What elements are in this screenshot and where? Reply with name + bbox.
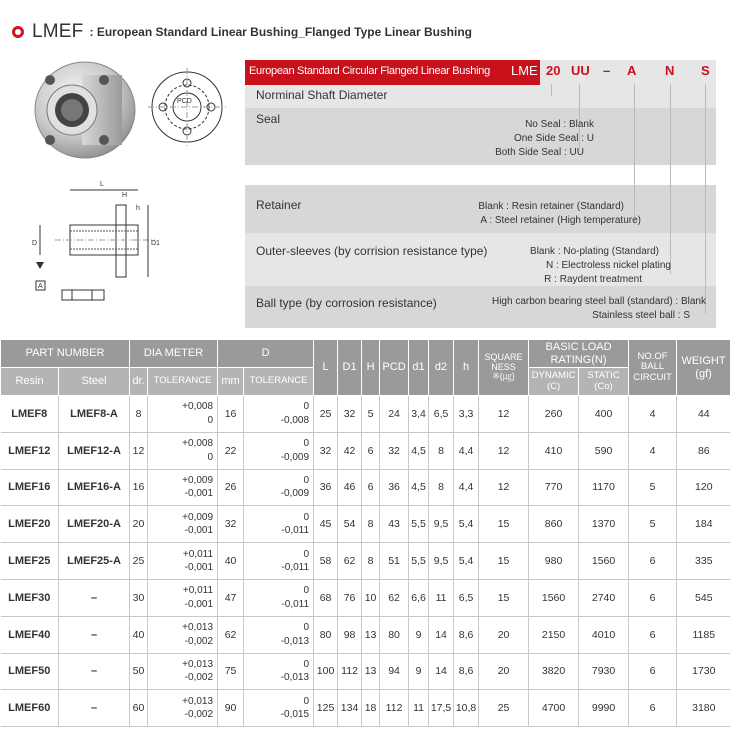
- cell-d1: 9: [409, 616, 429, 653]
- th-weight: WEIGHT (gf): [677, 340, 730, 396]
- cell-steel: –: [59, 616, 130, 653]
- retainer-option-0: Blank : Resin retainer (Standard): [478, 201, 624, 212]
- th-mm: mm: [218, 368, 244, 396]
- cell-tolerance: [244, 432, 314, 469]
- th-L: L: [314, 340, 338, 396]
- cell-PCD: 112: [380, 690, 409, 727]
- tolerance-upper: 0: [303, 474, 310, 486]
- cell-D1: 42: [338, 432, 362, 469]
- outer-option-1: N : Electroless nickel plating: [545, 260, 671, 271]
- table-row: [1, 653, 730, 690]
- cell-d2: 6,5: [429, 396, 454, 433]
- cell-tolerance: [148, 396, 218, 433]
- tolerance-upper: 0: [303, 695, 310, 707]
- cell-steel: –: [59, 653, 130, 690]
- cell-resin: LMEF40: [1, 616, 59, 653]
- cell-resin: LMEF30: [1, 579, 59, 616]
- cell-dr: 20: [130, 506, 148, 543]
- cell-H: 8: [362, 506, 380, 543]
- cell-dr: 12: [130, 432, 148, 469]
- cell-PCD: 51: [380, 543, 409, 580]
- cell-sq: 20: [479, 616, 529, 653]
- cell-wt: 44: [677, 396, 730, 433]
- cell-d2: 9,5: [429, 543, 454, 580]
- seal-option-2: Both Side Seal : UU: [495, 147, 584, 158]
- tolerance-upper: +0,013: [182, 658, 214, 670]
- cell-sq: 20: [479, 653, 529, 690]
- band-spacer: [245, 165, 716, 185]
- cell-d2: 11: [429, 579, 454, 616]
- cell-dyn: 4700: [529, 690, 579, 727]
- code-lme: LME: [511, 63, 538, 78]
- cell-D: 40: [218, 543, 244, 580]
- cell-wt: 335: [677, 543, 730, 580]
- bushing-illustration-icon: [20, 55, 240, 305]
- cell-h: 5,4: [454, 543, 479, 580]
- cell-dr: 25: [130, 543, 148, 580]
- cell-PCD: 80: [380, 616, 409, 653]
- cell-dr: 8: [130, 396, 148, 433]
- spec-table: [0, 339, 730, 727]
- cell-d2: 14: [429, 616, 454, 653]
- cell-d1: 6,6: [409, 579, 429, 616]
- code-dash: –: [603, 63, 611, 78]
- ordering-code-chart: [245, 60, 716, 328]
- cell-dyn: 980: [529, 543, 579, 580]
- cell-circ: 4: [629, 432, 677, 469]
- th-PCD: PCD: [380, 340, 409, 396]
- cell-steel: LMEF25-A: [59, 543, 130, 580]
- cell-tolerance: [148, 616, 218, 653]
- product-subtitle: : European Standard Linear Bushing_Flanged Type Linear Bushing: [89, 25, 472, 39]
- retainer-label: Retainer: [256, 198, 302, 212]
- tolerance-lower: -0,001: [184, 598, 214, 610]
- cell-L: 80: [314, 616, 338, 653]
- dim-d-label: D: [32, 240, 38, 247]
- th-dr: dr.: [130, 368, 148, 396]
- cell-D: 22: [218, 432, 244, 469]
- cell-wt: 86: [677, 432, 730, 469]
- cell-H: 10: [362, 579, 380, 616]
- cell-D: 90: [218, 690, 244, 727]
- cell-resin: LMEF16: [1, 469, 59, 506]
- table-row: [1, 432, 730, 469]
- cell-PCD: 94: [380, 653, 409, 690]
- seal-label: Seal: [256, 112, 281, 126]
- cell-resin: LMEF25: [1, 543, 59, 580]
- cell-D1: 134: [338, 690, 362, 727]
- cell-tolerance: [148, 506, 218, 543]
- tolerance-lower: -0,001: [184, 488, 214, 500]
- cell-L: 32: [314, 432, 338, 469]
- cell-dr: 16: [130, 469, 148, 506]
- th-squareness: SQUARE NESS ※(㎍): [479, 340, 529, 396]
- pcd-label: PCD: [177, 98, 192, 105]
- cell-L: 68: [314, 579, 338, 616]
- cell-d2: 17,5: [429, 690, 454, 727]
- cell-tolerance: [244, 543, 314, 580]
- cell-dyn: 260: [529, 396, 579, 433]
- cell-D: 62: [218, 616, 244, 653]
- cell-h: 5,4: [454, 506, 479, 543]
- th-static: STATIC (Co): [579, 368, 629, 396]
- cell-D1: 54: [338, 506, 362, 543]
- th-dynamic: DYNAMIC (C): [529, 368, 579, 396]
- datum-a-label: A: [38, 283, 43, 290]
- dim-small-h-label: h: [136, 205, 140, 212]
- cell-d1: 11: [409, 690, 429, 727]
- cell-wt: 1730: [677, 653, 730, 690]
- tolerance-lower: 0: [207, 451, 214, 463]
- tolerance-upper: 0: [303, 548, 310, 560]
- cell-D1: 76: [338, 579, 362, 616]
- cell-h: 10,8: [454, 690, 479, 727]
- band-seal: [245, 108, 716, 165]
- cell-sta: 1370: [579, 506, 629, 543]
- cell-steel: LMEF16-A: [59, 469, 130, 506]
- cell-H: 13: [362, 616, 380, 653]
- cell-PCD: 32: [380, 432, 409, 469]
- cell-D: 32: [218, 506, 244, 543]
- cell-D1: 62: [338, 543, 362, 580]
- cell-sq: 25: [479, 690, 529, 727]
- tolerance-upper: +0,013: [182, 622, 214, 634]
- cell-D: 47: [218, 579, 244, 616]
- retainer-option-1: A : Steel retainer (High temperature): [480, 215, 641, 226]
- cell-L: 58: [314, 543, 338, 580]
- cell-circ: 6: [629, 616, 677, 653]
- code-ball: S: [701, 63, 710, 78]
- table-row: [1, 396, 730, 433]
- cell-H: 8: [362, 543, 380, 580]
- product-drawings: [20, 55, 240, 305]
- th-H: H: [362, 340, 380, 396]
- dim-d1-label: D1: [151, 240, 160, 247]
- outer-label: Outer-sleeves (by corrision resistance type): [256, 244, 488, 258]
- cell-sta: 9990: [579, 690, 629, 727]
- seal-option-0: No Seal : Blank: [525, 119, 594, 130]
- outer-option-2: R : Raydent treatment: [544, 274, 642, 285]
- tolerance-upper: +0,011: [182, 585, 214, 597]
- cell-resin: LMEF50: [1, 653, 59, 690]
- tolerance-lower: -0,002: [184, 672, 214, 684]
- cell-H: 6: [362, 469, 380, 506]
- th-D: D: [218, 340, 314, 368]
- tolerance-lower: -0,015: [280, 709, 310, 721]
- cell-sta: 2740: [579, 579, 629, 616]
- tolerance-lower: -0,001: [184, 562, 214, 574]
- cell-resin: LMEF8: [1, 396, 59, 433]
- th-diameter: DIA METER: [130, 340, 218, 368]
- cell-D1: 98: [338, 616, 362, 653]
- ball-label: Ball type (by corrosion resistance): [256, 296, 437, 310]
- cell-tolerance: [244, 396, 314, 433]
- tolerance-upper: 0: [303, 401, 310, 413]
- cell-PCD: 36: [380, 469, 409, 506]
- tolerance-lower: 0: [207, 414, 214, 426]
- cell-tolerance: [244, 690, 314, 727]
- cell-sq: 15: [479, 543, 529, 580]
- cell-h: 8,6: [454, 653, 479, 690]
- th-ball-circuit: NO.OF BALL CIRCUIT: [629, 340, 677, 396]
- cell-sq: 12: [479, 432, 529, 469]
- tolerance-lower: -0,009: [280, 451, 310, 463]
- table-row: [1, 690, 730, 727]
- cell-sq: 12: [479, 396, 529, 433]
- cell-tolerance: [244, 653, 314, 690]
- cell-d1: 9: [409, 653, 429, 690]
- tolerance-upper: 0: [303, 585, 310, 597]
- table-row: [1, 616, 730, 653]
- cell-tolerance: [148, 543, 218, 580]
- code-size: 20: [546, 63, 561, 78]
- cell-resin: LMEF12: [1, 432, 59, 469]
- cell-PCD: 43: [380, 506, 409, 543]
- bullet-icon: [12, 26, 24, 38]
- cell-circ: 6: [629, 690, 677, 727]
- cell-sta: 400: [579, 396, 629, 433]
- dim-h-label: H: [122, 192, 128, 199]
- cell-sq: 12: [479, 469, 529, 506]
- tolerance-upper: 0: [303, 511, 310, 523]
- ball-option-0: High carbon bearing steel ball (standard) : Blank: [491, 296, 706, 307]
- ordering-header: European Standard Circular Flanged Linear Bushing: [245, 60, 540, 85]
- cell-L: 45: [314, 506, 338, 543]
- tolerance-lower: -0,011: [281, 525, 310, 537]
- cell-tolerance: [148, 690, 218, 727]
- cell-circ: 4: [629, 396, 677, 433]
- th-steel: Steel: [59, 368, 130, 396]
- cell-steel: –: [59, 690, 130, 727]
- cell-tolerance: [244, 469, 314, 506]
- tolerance-upper: +0,009: [182, 474, 214, 486]
- tolerance-upper: +0,009: [182, 511, 214, 523]
- dim-l-label: L: [100, 181, 104, 188]
- tolerance-lower: -0,001: [184, 525, 214, 537]
- cell-PCD: 62: [380, 579, 409, 616]
- th-h: h: [454, 340, 479, 396]
- cell-tolerance: [244, 506, 314, 543]
- cell-D1: 112: [338, 653, 362, 690]
- cell-circ: 5: [629, 506, 677, 543]
- tolerance-upper: +0,013: [182, 695, 214, 707]
- cell-sq: 15: [479, 579, 529, 616]
- outer-option-0: Blank : No-plating (Standard): [530, 246, 659, 257]
- th-d1: d1: [409, 340, 429, 396]
- cell-h: 8,6: [454, 616, 479, 653]
- th-part-number: PART NUMBER: [1, 340, 130, 368]
- cell-dr: 60: [130, 690, 148, 727]
- cell-D: 75: [218, 653, 244, 690]
- cell-steel: LMEF12-A: [59, 432, 130, 469]
- cell-tolerance: [244, 616, 314, 653]
- cell-d2: 14: [429, 653, 454, 690]
- table-row: [1, 506, 730, 543]
- cell-dr: 50: [130, 653, 148, 690]
- cell-wt: 1185: [677, 616, 730, 653]
- seal-option-1: One Side Seal : U: [513, 133, 594, 144]
- cell-D: 16: [218, 396, 244, 433]
- cell-dyn: 770: [529, 469, 579, 506]
- page-title-row: [12, 20, 472, 44]
- tolerance-lower: -0,002: [184, 635, 214, 647]
- cell-d1: 3,4: [409, 396, 429, 433]
- code-outer: N: [665, 63, 675, 78]
- cell-circ: 6: [629, 653, 677, 690]
- cell-circ: 6: [629, 543, 677, 580]
- cell-sta: 4010: [579, 616, 629, 653]
- th-basic-load: BASIC LOAD RATING(N): [529, 340, 629, 368]
- th-d2: d2: [429, 340, 454, 396]
- cell-H: 13: [362, 653, 380, 690]
- cell-h: 4,4: [454, 432, 479, 469]
- cell-D1: 32: [338, 396, 362, 433]
- cell-dr: 30: [130, 579, 148, 616]
- tolerance-upper: +0,008: [182, 438, 214, 450]
- tolerance-lower: -0,011: [281, 598, 310, 610]
- cell-tolerance: [148, 432, 218, 469]
- cell-L: 125: [314, 690, 338, 727]
- cell-sta: 590: [579, 432, 629, 469]
- tolerance-upper: 0: [303, 622, 310, 634]
- cell-d2: 9,5: [429, 506, 454, 543]
- cell-wt: 545: [677, 579, 730, 616]
- cell-dyn: 410: [529, 432, 579, 469]
- cell-steel: LMEF20-A: [59, 506, 130, 543]
- table-row: [1, 469, 730, 506]
- tolerance-lower: -0,013: [280, 635, 310, 647]
- ball-option-1: Stainless steel ball : S: [592, 310, 690, 321]
- cell-L: 36: [314, 469, 338, 506]
- cell-wt: 184: [677, 506, 730, 543]
- cell-dyn: 2150: [529, 616, 579, 653]
- tolerance-lower: -0,009: [280, 488, 310, 500]
- cell-d2: 8: [429, 432, 454, 469]
- cell-H: 18: [362, 690, 380, 727]
- cell-L: 25: [314, 396, 338, 433]
- table-row: [1, 579, 730, 616]
- cell-sta: 1560: [579, 543, 629, 580]
- table-row: [1, 543, 730, 580]
- code-retainer: A: [627, 63, 637, 78]
- cell-resin: LMEF60: [1, 690, 59, 727]
- cell-steel: –: [59, 579, 130, 616]
- cell-wt: 3180: [677, 690, 730, 727]
- cell-dyn: 860: [529, 506, 579, 543]
- cell-H: 5: [362, 396, 380, 433]
- cell-tolerance: [148, 579, 218, 616]
- cell-circ: 5: [629, 469, 677, 506]
- cell-dyn: 3820: [529, 653, 579, 690]
- cell-d1: 4,5: [409, 432, 429, 469]
- cell-d2: 8: [429, 469, 454, 506]
- cell-dr: 40: [130, 616, 148, 653]
- cell-d1: 4,5: [409, 469, 429, 506]
- cell-PCD: 24: [380, 396, 409, 433]
- cell-tolerance: [148, 653, 218, 690]
- code-seal: UU: [571, 63, 590, 78]
- tolerance-lower: -0,002: [184, 709, 214, 721]
- cell-resin: LMEF20: [1, 506, 59, 543]
- cell-D: 26: [218, 469, 244, 506]
- cell-D1: 46: [338, 469, 362, 506]
- cell-sta: 1170: [579, 469, 629, 506]
- cell-h: 3,3: [454, 396, 479, 433]
- cell-tolerance: [244, 579, 314, 616]
- th-tolerance: TOLERANCE: [148, 368, 218, 396]
- cell-sq: 15: [479, 506, 529, 543]
- tolerance-upper: +0,011: [182, 548, 214, 560]
- tolerance-lower: -0,013: [280, 672, 310, 684]
- nominal-label: Norminal Shaft Diameter: [256, 88, 388, 102]
- cell-circ: 6: [629, 579, 677, 616]
- cell-d1: 5,5: [409, 543, 429, 580]
- cell-dyn: 1560: [529, 579, 579, 616]
- th-tolerance-2: TOLERANCE: [244, 368, 314, 396]
- tolerance-upper: +0,008: [182, 401, 214, 413]
- cell-tolerance: [148, 469, 218, 506]
- tolerance-upper: 0: [303, 658, 310, 670]
- tolerance-lower: -0,011: [281, 562, 310, 574]
- th-resin: Resin: [1, 368, 59, 396]
- cell-wt: 120: [677, 469, 730, 506]
- cell-d1: 5,5: [409, 506, 429, 543]
- cell-steel: LMEF8-A: [59, 396, 130, 433]
- product-code-title: LMEF: [32, 21, 84, 42]
- cell-h: 6,5: [454, 579, 479, 616]
- tolerance-lower: -0,008: [280, 414, 310, 426]
- cell-h: 4,4: [454, 469, 479, 506]
- cell-H: 6: [362, 432, 380, 469]
- cell-sta: 7930: [579, 653, 629, 690]
- cell-L: 100: [314, 653, 338, 690]
- th-D1: D1: [338, 340, 362, 396]
- tolerance-upper: 0: [303, 438, 310, 450]
